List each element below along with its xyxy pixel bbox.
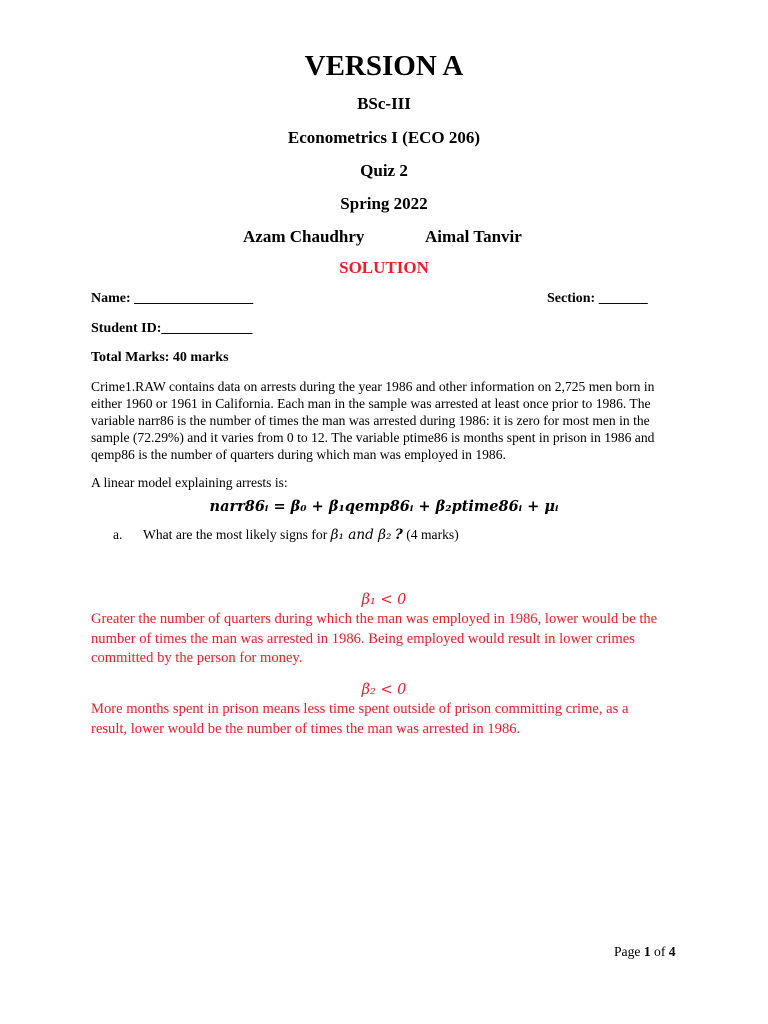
section-field-label: Section: _______ — [547, 291, 648, 306]
version-title: VERSION A — [304, 50, 464, 82]
answer-line: number of times the man was arrested in 1986. Being employed would result in lower crimes — [91, 630, 635, 647]
total-marks-label: Total Marks: 40 marks — [91, 350, 229, 365]
name-field-label: Name: _________________ — [91, 291, 254, 306]
intro-line: either 1960 or 1961 in California. Each man in the sample was arrested at least once prior to 1986. The — [91, 396, 651, 411]
question-a-qmark: ? — [394, 527, 403, 543]
quiz-title: Quiz 2 — [360, 161, 408, 180]
equation-text: narr86ᵢ = β₀ + β₁qemp86ᵢ + β₂ptime86ᵢ + μᵢ — [209, 498, 559, 515]
answer-line: committed by the person for money. — [91, 650, 303, 666]
answer-line: Greater the number of quarters during which the man was employed in 1986, lower would be the — [91, 611, 658, 627]
question-a — [113, 526, 459, 544]
model-equation — [0, 498, 768, 516]
instructor-2: Aimal Tanvir — [425, 227, 522, 246]
program-label: BSc-III — [357, 94, 411, 113]
intro-paragraph — [91, 378, 681, 463]
page-of: of — [654, 944, 666, 959]
page-current: 1 — [643, 944, 651, 959]
page-number — [614, 944, 676, 960]
model-intro: A linear model explaining arrests is: — [91, 475, 288, 490]
answer-1-formula: β₁ < 0 — [361, 592, 407, 608]
student-id-field-label: Student ID:_____________ — [91, 321, 253, 336]
answer-2-formula: β₂ < 0 — [361, 682, 407, 698]
course-title: Econometrics I (ECO 206) — [287, 128, 481, 147]
solution-label: SOLUTION — [339, 258, 429, 277]
intro-line: qemp86 is the number of quarters during which man was employed in 1986. — [91, 447, 506, 462]
answer-line: More months spent in prison means less time spent outside of prison committing crime, as a — [91, 701, 629, 717]
answer-2-heading — [0, 682, 768, 699]
page-label: Page — [614, 944, 641, 959]
question-a-symbols: β₁ and β₂ — [330, 527, 392, 543]
page-total: 4 — [668, 944, 676, 959]
question-a-text: What are the most likely signs for — [143, 527, 328, 542]
term-label: Spring 2022 — [340, 194, 428, 213]
answer-line: result, lower would be the number of times the man was arrested in 1986. — [91, 720, 521, 737]
question-a-marks: (4 marks) — [406, 527, 459, 542]
instructor-1: Azam Chaudhry — [243, 227, 365, 246]
question-a-marker: a. — [113, 527, 123, 542]
intro-line: Crime1.RAW contains data on arrests during the year 1986 and other information on 2,725 men born in — [91, 379, 655, 394]
intro-line: sample (72.29%) and it varies from 0 to 12. The variable ptime86 is months spent in prison in 1986 and — [91, 430, 655, 445]
answer-1-heading — [0, 592, 768, 609]
answer-1-body — [91, 610, 691, 669]
intro-line: variable narr86 is the number of times the man was arrested during 1986: it is zero for most men in the — [91, 413, 650, 428]
answer-2-body — [91, 700, 691, 739]
